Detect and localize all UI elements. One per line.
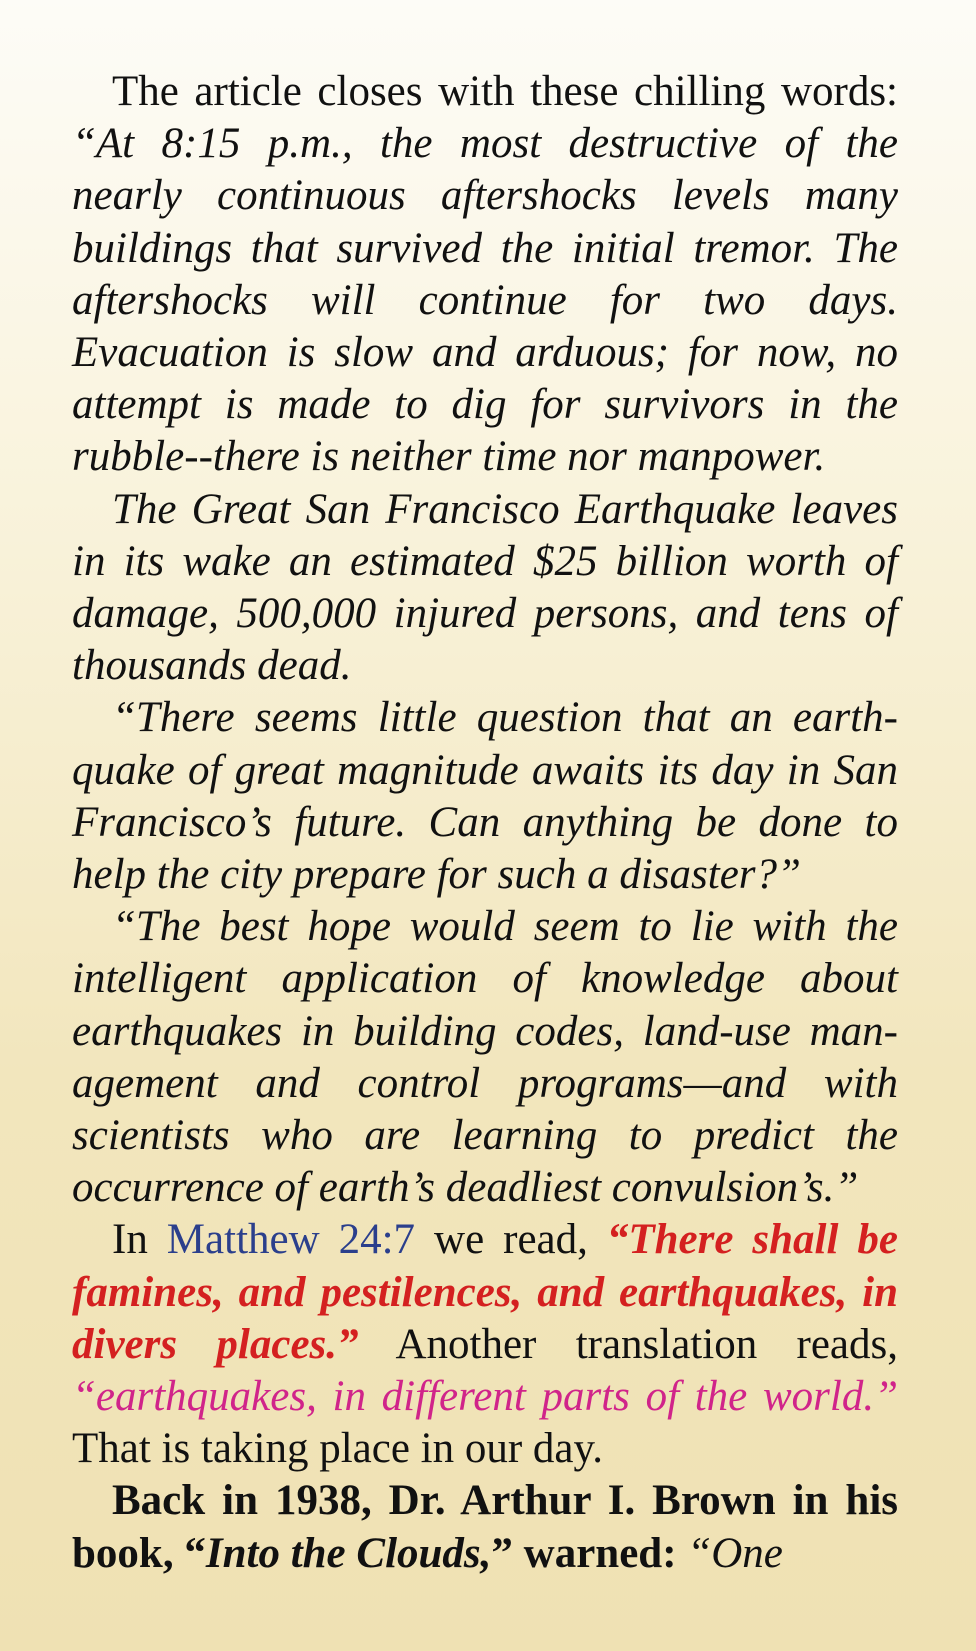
brown-warned: warned: [512, 1529, 688, 1577]
paragraph-earthquake-question: “There seems little question that an earth-quake of great magnitude awaits its day in San Francisco’s future. Can anything be done to help the city prepare for such a disaster?” [72, 694, 898, 899]
document-page [72, 66, 898, 1580]
paragraph-damage-estimate: The Great San Francisco Earthquake leaves in its wake an estimated $25 billion worth of damage, 500,000 injured persons, and tens of thousands dead. [72, 485, 898, 690]
scripture-after-verse: Another translation reads, [358, 1320, 898, 1368]
brown-lead: Back in 1938, Dr. Arthur I. Brown in his book, [72, 1477, 898, 1577]
scripture-closing: That is taking place in our day. [72, 1425, 603, 1473]
paragraph-best-hope: “The best hope would seem to lie with the intelligent application of knowledge about earthquakes in building codes, land-use man-agement and control programs—and with scientists who are learning to predict the occurrence of earth’s deadliest convulsion’s.” [72, 903, 898, 1212]
scripture-reference-link[interactable]: Matthew 24:7 [166, 1216, 416, 1264]
brown-close-quote: ” [491, 1529, 513, 1577]
brown-book-title: Into the Clouds, [205, 1529, 492, 1577]
scripture-after-reference: we read, [415, 1216, 607, 1264]
paragraph-scripture [72, 1214, 898, 1475]
article-intro: The article closes with these chilling words: [112, 68, 898, 115]
brown-open-quote: “ [184, 1529, 206, 1577]
paragraph-article-close [72, 66, 898, 484]
scripture-lead: In [112, 1216, 167, 1264]
scripture-alt-translation: “earthquakes, in different parts of the world.” [72, 1373, 898, 1421]
brown-quote-start: “One [687, 1529, 783, 1577]
article-quote: “At 8:15 p.m., the most destructive of the nearly continuous aftershocks levels many buildings that survived the initial tremor. The aftershocks will continue for two days. Evacuation is slow and arduous; for now, no attempt is made to dig for survivors in the rubble--there is neither time nor manpower. [72, 120, 898, 481]
paragraph-brown [72, 1475, 898, 1579]
scripture-verse: “There shall be famines, and pestilences, and earthquakes, in divers places.” [72, 1216, 898, 1368]
